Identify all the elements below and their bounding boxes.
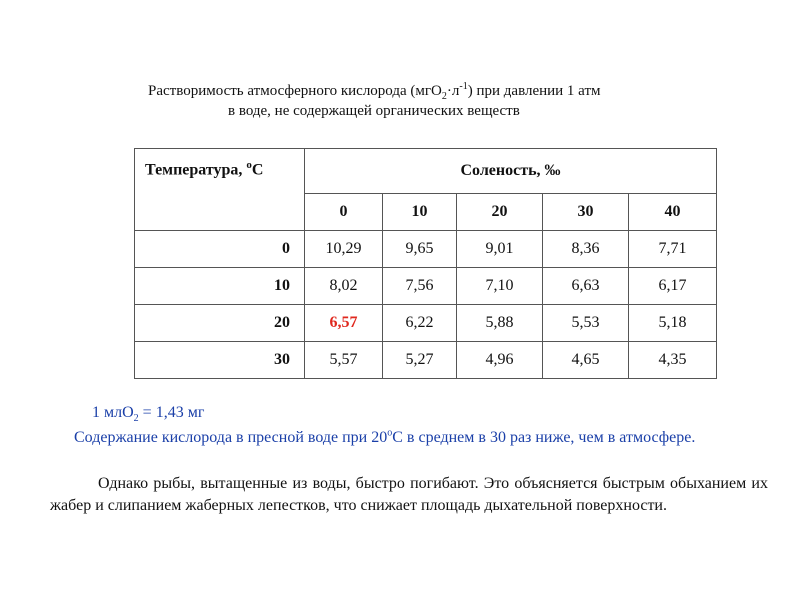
salinity-column-header: 30 (543, 193, 629, 230)
caption-superscript: -1 (459, 81, 468, 92)
salinity-column-header: 40 (629, 193, 717, 230)
salinity-header: Соленость, ‰ (305, 149, 717, 194)
temperature-header (135, 149, 305, 231)
table-header-row (135, 149, 717, 194)
value-cell: 7,71 (629, 231, 717, 268)
caption-subscript: 2 (441, 91, 447, 102)
salinity-column-header: 10 (383, 193, 457, 230)
value-cell: 9,65 (383, 231, 457, 268)
header-text: С (251, 161, 264, 179)
value-cell: 7,56 (383, 268, 457, 305)
value-cell: 6,22 (383, 305, 457, 342)
value-cell: 5,53 (543, 305, 629, 342)
value-cell: 8,36 (543, 231, 629, 268)
note-text: С в среднем в 30 раз ниже, чем в атмосфере. (392, 429, 696, 446)
value-cell: 5,57 (305, 342, 383, 379)
value-cell: 10,29 (305, 231, 383, 268)
temperature-cell: 20 (135, 305, 305, 342)
table-row (135, 231, 717, 268)
value-cell: 5,27 (383, 342, 457, 379)
freshwater-oxygen-note (50, 427, 770, 449)
value-cell: 9,01 (457, 231, 543, 268)
note-subscript: 2 (133, 413, 139, 425)
temperature-cell: 30 (135, 342, 305, 379)
temperature-cell: 0 (135, 231, 305, 268)
temperature-cell: 10 (135, 268, 305, 305)
note-superscript: о (387, 427, 393, 439)
table-row (135, 268, 717, 305)
value-cell: 7,10 (457, 268, 543, 305)
value-cell: 5,88 (457, 305, 543, 342)
table-row (135, 305, 717, 342)
conversion-note (92, 402, 204, 424)
note-text: Содержание кислорода в пресной воде при 20 (74, 429, 388, 446)
header-text: Температура, (145, 161, 247, 179)
value-cell: 6,63 (543, 268, 629, 305)
value-cell: 4,96 (457, 342, 543, 379)
value-cell: 6,17 (629, 268, 717, 305)
table-row (135, 342, 717, 379)
solubility-table (134, 148, 717, 379)
salinity-column-header: 0 (305, 193, 383, 230)
salinity-column-header: 20 (457, 193, 543, 230)
note-text: = 1,43 мг (138, 404, 205, 421)
caption-text: Растворимость атмосферного кислорода (мгО (148, 83, 442, 99)
value-cell: 8,02 (305, 268, 383, 305)
note-text: 1 млО (92, 404, 134, 421)
value-cell: 4,35 (629, 342, 717, 379)
caption-text: ·л (446, 83, 460, 99)
fish-explanation-paragraph: Однако рыбы, вытащенные из воды, быстро погибают. Это объясняется быстрым обыханием их жабер и слипанием жаберных лепестков, что снижает площадь дыхательной поверхности. (50, 475, 768, 514)
value-cell: 5,18 (629, 305, 717, 342)
value-cell: 4,65 (543, 342, 629, 379)
table-caption-line-2: в воде, не содержащей органических веществ (228, 103, 520, 119)
caption-text: ) при давлении 1 атм (467, 83, 601, 99)
highlighted-value-cell: 6,57 (305, 305, 383, 342)
table-caption-line-1 (148, 82, 601, 100)
header-superscript: о (246, 159, 252, 171)
